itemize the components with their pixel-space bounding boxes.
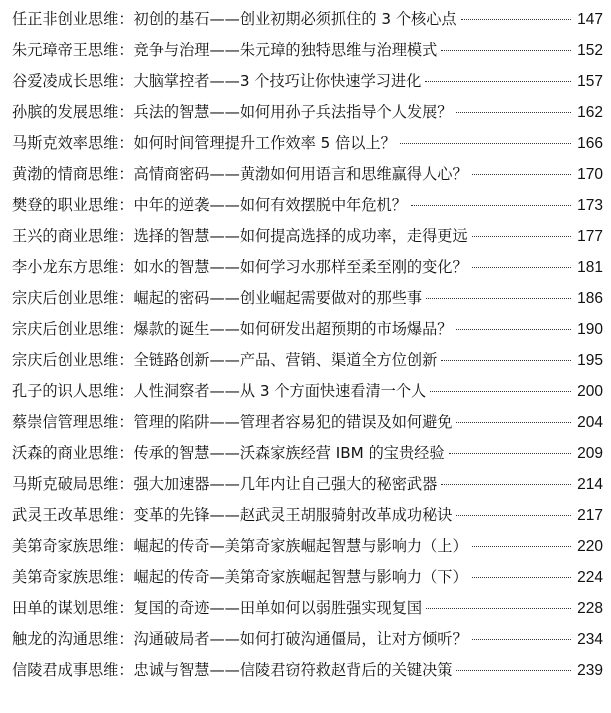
toc-entry[interactable] bbox=[12, 655, 603, 686]
toc-entry-page-number: 166 bbox=[577, 135, 603, 152]
toc-entry-title: 宗庆后创业思维：爆款的诞生——如何研发出超预期的市场爆品？ bbox=[12, 320, 453, 338]
toc-entry-page-number: 234 bbox=[577, 631, 603, 648]
dot-leader bbox=[456, 112, 571, 113]
toc-entry-page-number: 220 bbox=[577, 538, 603, 555]
dot-leader bbox=[430, 391, 571, 392]
toc-entry-page-number: 228 bbox=[577, 600, 603, 617]
toc-entry[interactable] bbox=[12, 221, 603, 252]
toc-entry-title: 任正非创业思维：初创的基石——创业初期必须抓住的 3 个核心点 bbox=[12, 10, 457, 28]
dot-leader bbox=[449, 453, 571, 454]
toc-entry-title: 美第奇家族思维：崛起的传奇—美第奇家族崛起智慧与影响力（下） bbox=[12, 568, 468, 586]
toc-entry-title: 谷爱凌成长思维：大脑掌控者——3 个技巧让你快速学习进化 bbox=[12, 72, 422, 90]
toc-entry[interactable] bbox=[12, 531, 603, 562]
toc-entry[interactable] bbox=[12, 283, 603, 314]
toc-entry-page-number: 224 bbox=[577, 569, 603, 586]
dot-leader bbox=[472, 267, 571, 268]
toc-entry-title: 马斯克效率思维：如何时间管理提升工作效率 5 倍以上？ bbox=[12, 134, 396, 152]
toc-entry-page-number: 181 bbox=[577, 259, 603, 276]
dot-leader bbox=[411, 205, 571, 206]
toc-entry-title: 王兴的商业思维：选择的智慧——如何提高选择的成功率，走得更远 bbox=[12, 227, 468, 245]
toc-entry-title: 宗庆后创业思维：全链路创新——产品、营销、渠道全方位创新 bbox=[12, 351, 438, 369]
toc-entry-title: 沃森的商业思维：传承的智慧——沃森家族经营 IBM 的宝贵经验 bbox=[12, 444, 445, 462]
dot-leader bbox=[472, 174, 571, 175]
toc-entry[interactable] bbox=[12, 190, 603, 221]
toc-entry-page-number: 190 bbox=[577, 321, 603, 338]
toc-entry-title: 李小龙东方思维：如水的智慧——如何学习水那样至柔至刚的变化？ bbox=[12, 258, 468, 276]
toc-entry[interactable] bbox=[12, 438, 603, 469]
toc-entry-title: 美第奇家族思维：崛起的传奇—美第奇家族崛起智慧与影响力（上） bbox=[12, 537, 468, 555]
toc-entry[interactable] bbox=[12, 314, 603, 345]
toc-entry-page-number: 147 bbox=[577, 11, 603, 28]
toc-entry[interactable] bbox=[12, 4, 603, 35]
dot-leader bbox=[441, 484, 571, 485]
toc-entry-page-number: 152 bbox=[577, 42, 603, 59]
dot-leader bbox=[472, 639, 571, 640]
dot-leader bbox=[456, 422, 571, 423]
toc-entry-page-number: 214 bbox=[577, 476, 603, 493]
dot-leader bbox=[426, 298, 571, 299]
dot-leader bbox=[400, 143, 571, 144]
dot-leader bbox=[441, 360, 571, 361]
toc-entry[interactable] bbox=[12, 562, 603, 593]
toc-entry-title: 孙膑的发展思维：兵法的智慧——如何用孙子兵法指导个人发展？ bbox=[12, 103, 453, 121]
toc-entry[interactable] bbox=[12, 624, 603, 655]
toc-entry[interactable] bbox=[12, 66, 603, 97]
dot-leader bbox=[456, 329, 571, 330]
toc-entry[interactable] bbox=[12, 97, 603, 128]
dot-leader bbox=[425, 81, 571, 82]
toc-entry[interactable] bbox=[12, 593, 603, 624]
toc-entry-title: 武灵王改革思维：变革的先锋——赵武灵王胡服骑射改革成功秘诀 bbox=[12, 506, 453, 524]
toc-entry-page-number: 177 bbox=[577, 228, 603, 245]
dot-leader bbox=[472, 236, 571, 237]
toc-entry-page-number: 162 bbox=[577, 104, 603, 121]
toc-entry-title: 信陵君成事思维：忠诚与智慧——信陵君窃符救赵背后的关键决策 bbox=[12, 661, 453, 679]
toc-entry[interactable] bbox=[12, 469, 603, 500]
toc-entry-title: 触龙的沟通思维：沟通破局者——如何打破沟通僵局，让对方倾听？ bbox=[12, 630, 468, 648]
toc-entry-page-number: 157 bbox=[577, 73, 603, 90]
dot-leader bbox=[441, 50, 571, 51]
toc-entry-title: 朱元璋帝王思维：竞争与治理——朱元璋的独特思维与治理模式 bbox=[12, 41, 438, 59]
toc-entry[interactable] bbox=[12, 128, 603, 159]
toc-entry-page-number: 173 bbox=[577, 197, 603, 214]
dot-leader bbox=[426, 608, 571, 609]
toc-entry-page-number: 195 bbox=[577, 352, 603, 369]
toc-entry-title: 黄渤的情商思维：高情商密码——黄渤如何用语言和思维赢得人心？ bbox=[12, 165, 468, 183]
dot-leader bbox=[461, 19, 571, 20]
toc-entry-page-number: 239 bbox=[577, 662, 603, 679]
toc-entry-page-number: 200 bbox=[577, 383, 603, 400]
toc-entry[interactable] bbox=[12, 159, 603, 190]
toc-entry-page-number: 204 bbox=[577, 414, 603, 431]
toc-entry-title: 蔡崇信管理思维：管理的陷阱——管理者容易犯的错误及如何避免 bbox=[12, 413, 453, 431]
toc-entry-page-number: 170 bbox=[577, 166, 603, 183]
toc-entry[interactable] bbox=[12, 35, 603, 66]
toc-entry-page-number: 217 bbox=[577, 507, 603, 524]
toc-entry-title: 孔子的识人思维：人性洞察者——从 3 个方面快速看清一个人 bbox=[12, 382, 427, 400]
toc-entry-page-number: 186 bbox=[577, 290, 603, 307]
toc-entry-title: 田单的谋划思维：复国的奇迹——田单如何以弱胜强实现复国 bbox=[12, 599, 423, 617]
toc-entry[interactable] bbox=[12, 345, 603, 376]
toc-entry[interactable] bbox=[12, 252, 603, 283]
toc-entry-title: 樊登的职业思维：中年的逆袭——如何有效摆脱中年危机？ bbox=[12, 196, 407, 214]
toc-entry[interactable] bbox=[12, 407, 603, 438]
toc-entry-title: 宗庆后创业思维：崛起的密码——创业崛起需要做对的那些事 bbox=[12, 289, 423, 307]
dot-leader bbox=[472, 546, 571, 547]
toc-entry[interactable] bbox=[12, 376, 603, 407]
dot-leader bbox=[472, 577, 571, 578]
dot-leader bbox=[456, 670, 571, 671]
toc-entry[interactable] bbox=[12, 500, 603, 531]
toc-entry-page-number: 209 bbox=[577, 445, 603, 462]
dot-leader bbox=[456, 515, 571, 516]
toc-entry-title: 马斯克破局思维：强大加速器——几年内让自己强大的秘密武器 bbox=[12, 475, 438, 493]
